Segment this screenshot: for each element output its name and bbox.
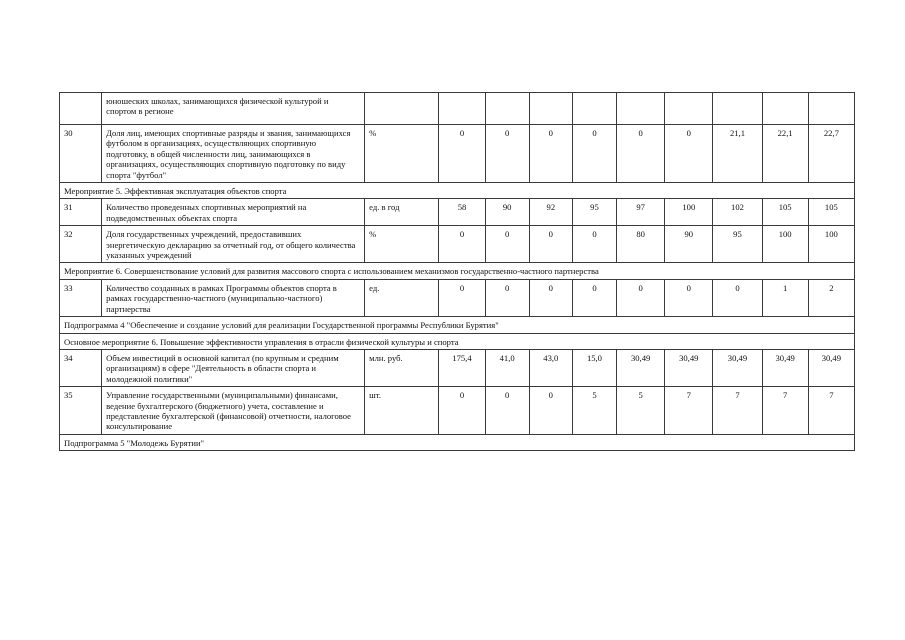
year-value-cell: 41,0 — [485, 349, 529, 386]
year-value-cell — [713, 93, 762, 125]
year-value-cell: 80 — [617, 226, 665, 263]
year-value-cell: 7 — [665, 387, 713, 435]
row-number: 34 — [60, 349, 102, 386]
unit-of-measure: шт. — [365, 387, 439, 435]
year-value-cell: 100 — [762, 226, 808, 263]
indicator-description: Количество созданных в рамках Программы объектов спорта в рамках государственно-частного (муниципально-частного) партнерства — [102, 279, 365, 316]
year-value-cell — [808, 93, 854, 125]
indicator-description: Управление государственными (муниципальными) финансами, ведение бухгалтерского (бюджетного) учета, составление и представление бухгалтерской (финансовой) отчетности, налоговое консультирование — [102, 387, 365, 435]
table-row — [60, 93, 855, 125]
year-value-cell: 0 — [439, 125, 485, 183]
year-value-cell: 0 — [439, 387, 485, 435]
section-title: Мероприятие 5. Эффективная эксплуатация объектов спорта — [60, 183, 855, 199]
year-value-cell: 90 — [485, 199, 529, 226]
year-value-cell: 15,0 — [572, 349, 616, 386]
year-value-cell: 92 — [529, 199, 572, 226]
unit-of-measure: млн. руб. — [365, 349, 439, 386]
year-value-cell: 22,7 — [808, 125, 854, 183]
year-value-cell: 0 — [529, 279, 572, 316]
year-value-cell: 30,49 — [713, 349, 762, 386]
year-value-cell: 30,49 — [617, 349, 665, 386]
year-value-cell: 0 — [529, 226, 572, 263]
unit-of-measure: ед. в год — [365, 199, 439, 226]
table-row — [60, 349, 855, 386]
year-value-cell: 0 — [665, 279, 713, 316]
year-value-cell: 5 — [572, 387, 616, 435]
indicators-table — [59, 92, 855, 451]
year-value-cell — [762, 93, 808, 125]
year-value-cell: 0 — [485, 387, 529, 435]
table-row — [60, 199, 855, 226]
year-value-cell: 0 — [529, 387, 572, 435]
section-row — [60, 333, 855, 349]
year-value-cell: 1 — [762, 279, 808, 316]
indicator-description: Доля лиц, имеющих спортивные разряды и звания, занимающихся футболом в организациях, осуществляющих спортивную подготовку, в общей численности лиц, занимающихся в организациях, осуществляющих спортивную подготовку по виду спорта "футбол" — [102, 125, 365, 183]
year-value-cell: 102 — [713, 199, 762, 226]
year-value-cell: 100 — [808, 226, 854, 263]
year-value-cell: 100 — [665, 199, 713, 226]
indicator-description: Доля государственных учреждений, предоставивших энергетическую декларацию за отчетный год, от общего количества указанных учреждений — [102, 226, 365, 263]
year-value-cell: 105 — [762, 199, 808, 226]
row-number: 33 — [60, 279, 102, 316]
year-value-cell: 0 — [572, 125, 616, 183]
indicator-description: Объем инвестиций в основной капитал (по крупным и средним организациям) в сфере "Деятельность в области спорта и молодежной политики" — [102, 349, 365, 386]
year-value-cell: 90 — [665, 226, 713, 263]
year-value-cell: 95 — [572, 199, 616, 226]
section-title: Подпрограмма 5 "Молодежь Бурятии" — [60, 434, 855, 450]
row-number: 35 — [60, 387, 102, 435]
year-value-cell: 0 — [439, 226, 485, 263]
year-value-cell: 0 — [485, 279, 529, 316]
year-value-cell: 22,1 — [762, 125, 808, 183]
table-row — [60, 226, 855, 263]
year-value-cell: 0 — [485, 125, 529, 183]
year-value-cell: 0 — [529, 125, 572, 183]
year-value-cell: 0 — [617, 279, 665, 316]
year-value-cell: 5 — [617, 387, 665, 435]
year-value-cell: 0 — [713, 279, 762, 316]
year-value-cell: 0 — [439, 279, 485, 316]
section-title: Подпрограмма 4 "Обеспечение и создание условий для реализации Государственной программы Республики Бурятия" — [60, 317, 855, 333]
year-value-cell: 7 — [762, 387, 808, 435]
year-value-cell: 58 — [439, 199, 485, 226]
section-row — [60, 317, 855, 333]
section-title: Основное мероприятие 6. Повышение эффективности управления в отрасли физической культуры и спорта — [60, 333, 855, 349]
year-value-cell — [485, 93, 529, 125]
year-value-cell — [572, 93, 616, 125]
year-value-cell: 7 — [713, 387, 762, 435]
year-value-cell — [617, 93, 665, 125]
section-row — [60, 183, 855, 199]
year-value-cell: 105 — [808, 199, 854, 226]
unit-of-measure: ед. — [365, 279, 439, 316]
year-value-cell: 30,49 — [808, 349, 854, 386]
indicator-description: юношеских школах, занимающихся физической культурой и спортом в регионе — [102, 93, 365, 125]
year-value-cell — [665, 93, 713, 125]
table-body — [60, 93, 855, 451]
year-value-cell: 43,0 — [529, 349, 572, 386]
year-value-cell: 0 — [572, 279, 616, 316]
unit-of-measure: % — [365, 226, 439, 263]
indicator-description: Количество проведенных спортивных мероприятий на подведомственных объектах спорта — [102, 199, 365, 226]
year-value-cell: 0 — [485, 226, 529, 263]
year-value-cell: 97 — [617, 199, 665, 226]
year-value-cell: 95 — [713, 226, 762, 263]
table-row — [60, 125, 855, 183]
section-row — [60, 263, 855, 279]
year-value-cell — [529, 93, 572, 125]
year-value-cell: 21,1 — [713, 125, 762, 183]
table-row — [60, 279, 855, 316]
year-value-cell — [439, 93, 485, 125]
year-value-cell: 30,49 — [665, 349, 713, 386]
row-number: 30 — [60, 125, 102, 183]
unit-of-measure: % — [365, 125, 439, 183]
section-row — [60, 434, 855, 450]
row-number — [60, 93, 102, 125]
year-value-cell: 175,4 — [439, 349, 485, 386]
year-value-cell: 0 — [665, 125, 713, 183]
unit-of-measure — [365, 93, 439, 125]
section-title: Мероприятие 6. Совершенствование условий для развития массового спорта с использованием механизмов государственно-частного партнерства — [60, 263, 855, 279]
year-value-cell: 2 — [808, 279, 854, 316]
year-value-cell: 0 — [617, 125, 665, 183]
year-value-cell: 0 — [572, 226, 616, 263]
year-value-cell: 7 — [808, 387, 854, 435]
table-row — [60, 387, 855, 435]
row-number: 31 — [60, 199, 102, 226]
row-number: 32 — [60, 226, 102, 263]
year-value-cell: 30,49 — [762, 349, 808, 386]
